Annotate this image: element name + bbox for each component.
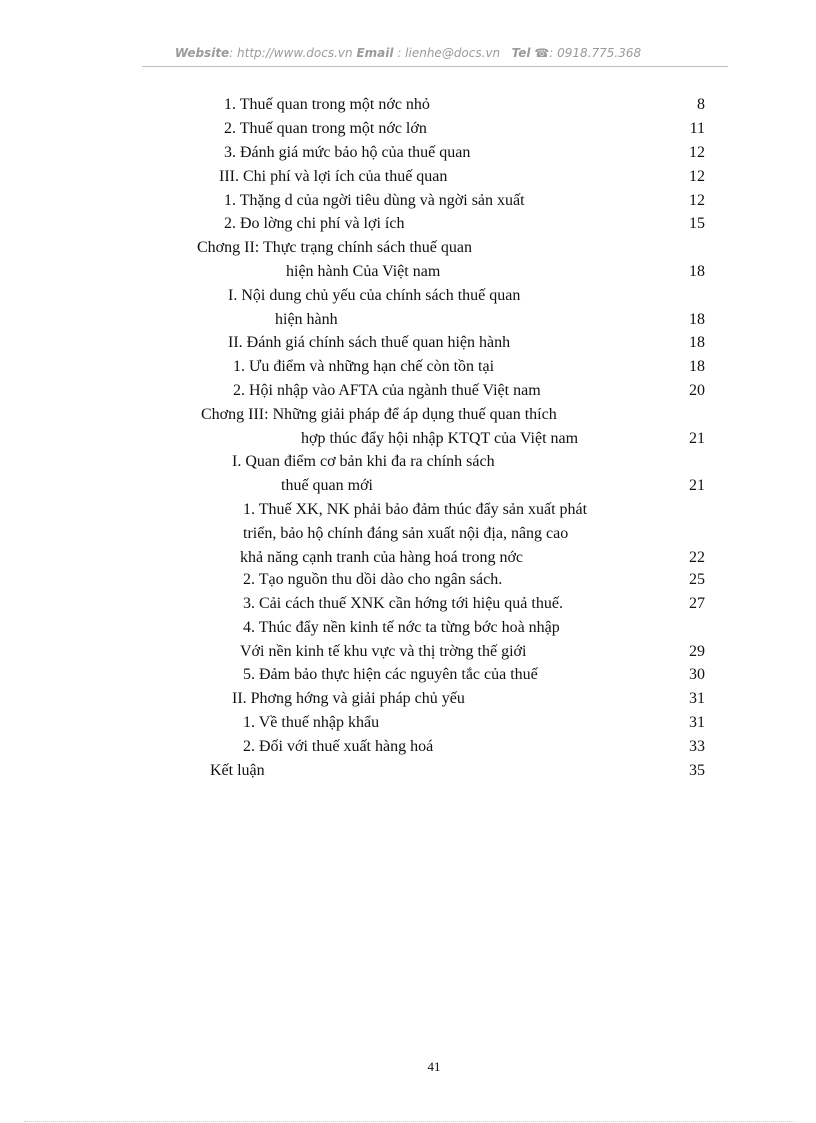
toc-entry-text: 2. Thuế quan trong một nớc lớn <box>224 120 427 137</box>
toc-entry-text: II. Phơng hớng và giải pháp chủ yếu <box>232 690 465 707</box>
toc-entry-page: 12 <box>689 168 705 185</box>
toc-entry-page: 18 <box>689 334 705 351</box>
toc-entry-page: 35 <box>689 762 705 779</box>
toc-entry-text: triển, bảo hộ chính đáng sản xuất nội địa, nâng cao <box>243 525 569 542</box>
tel-value: : 0918.775.368 <box>549 46 642 60</box>
toc-entry-page: 33 <box>689 738 705 755</box>
website-value: : http://www.docs.vn <box>229 46 353 60</box>
toc-entry-page: 18 <box>689 358 705 375</box>
toc-entry-page: 18 <box>689 311 705 328</box>
toc-entry-page: 8 <box>697 96 705 113</box>
toc-entry-text: hợp thúc đẩy hội nhập KTQT của Việt nam <box>301 430 579 447</box>
toc-entry-page: 15 <box>689 215 705 232</box>
toc-entry-page: 31 <box>689 690 705 707</box>
email-value: : lienhe@docs.vn <box>393 46 501 60</box>
email-label: Email <box>356 46 394 60</box>
toc-entry-text: 2. Hội nhập vào AFTA của ngành thuế Việt nam <box>233 382 541 399</box>
toc-entry-text: 1. Về thuế nhập khẩu <box>243 714 380 731</box>
toc-entry-page: 29 <box>689 643 705 660</box>
toc-entry-page: 22 <box>689 549 705 566</box>
toc-entry-text: 5. Đảm bảo thực hiện các nguyên tắc của thuế <box>243 666 538 683</box>
toc-entry-text: 2. Tạo nguồn thu dồi dào cho ngân sách. <box>243 571 503 588</box>
toc-entry-page: 21 <box>689 430 705 447</box>
toc-entry-text: II. Đánh giá chính sách thuế quan hiện hành <box>228 334 511 351</box>
toc-entry-text: I. Quan điểm cơ bản khi đa ra chính sách <box>232 453 495 470</box>
toc-entry-text: hiện hành Của Việt nam <box>286 263 441 280</box>
toc-entry-text: 3. Đánh giá mức bảo hộ của thuế quan <box>224 144 471 161</box>
toc-entry-page: 18 <box>689 263 705 280</box>
toc-chapter-title: Chơng II: Thực trạng chính sách thuế quan <box>197 239 472 256</box>
toc-entry-text: Kết luận <box>210 762 265 779</box>
toc-entry-page: 21 <box>689 477 705 494</box>
toc-entry-text: 1. Thặng d của ngời tiêu dùng và ngời sản xuất <box>224 192 525 209</box>
toc-entry-page: 12 <box>689 192 705 209</box>
toc-entry-text: 1. Thuế XK, NK phải bảo đảm thúc đẩy sản xuất phát <box>243 501 588 518</box>
toc-entry-text: 1. Ưu điểm và những hạn chế còn tồn tại <box>233 358 495 375</box>
toc-entry-page: 27 <box>689 595 705 612</box>
toc-entry-text: thuế quan mới <box>281 477 373 494</box>
toc-entry-text: hiện hành <box>275 311 338 328</box>
footer-divider <box>24 1121 794 1122</box>
toc-entry-page: 25 <box>689 571 705 588</box>
toc-entry-text: 2. Đối với thuế xuất hàng hoá <box>243 738 434 755</box>
toc-entry-page: 31 <box>689 714 705 731</box>
page-number: 41 <box>427 1059 441 1074</box>
toc-entry-text: 4. Thúc đẩy nền kinh tế nớc ta từng bớc hoà nhập <box>243 619 560 636</box>
toc-entry-text: 2. Đo lờng chi phí và lợi ích <box>224 215 405 232</box>
toc-entry-text: I. Nội dung chủ yếu của chính sách thuế quan <box>228 287 521 304</box>
toc-entry-page: 12 <box>689 144 705 161</box>
phone-icon: ☎ <box>534 46 550 60</box>
toc-entry-text: 1. Thuế quan trong một nớc nhỏ <box>224 96 430 113</box>
toc-entry-page: 30 <box>689 666 705 683</box>
toc-entry-text: khả năng cạnh tranh của hàng hoá trong nớc <box>240 549 524 566</box>
toc-entry-page: 11 <box>689 120 705 137</box>
tel-label: Tel <box>511 46 531 60</box>
toc-entry-page: 20 <box>689 382 705 399</box>
toc-entry-text: 3. Cải cách thuế XNK cần hớng tới hiệu quả thuế. <box>243 595 563 612</box>
website-label: Website <box>174 46 230 60</box>
toc-entry-text: Với nền kinh tế khu vực và thị trờng thế giới <box>240 643 527 660</box>
toc-entry-text: III. Chi phí và lợi ích của thuế quan <box>219 168 448 185</box>
toc-chapter-title: Chơng III: Những giải pháp để áp dụng thuế quan thích <box>201 406 557 423</box>
